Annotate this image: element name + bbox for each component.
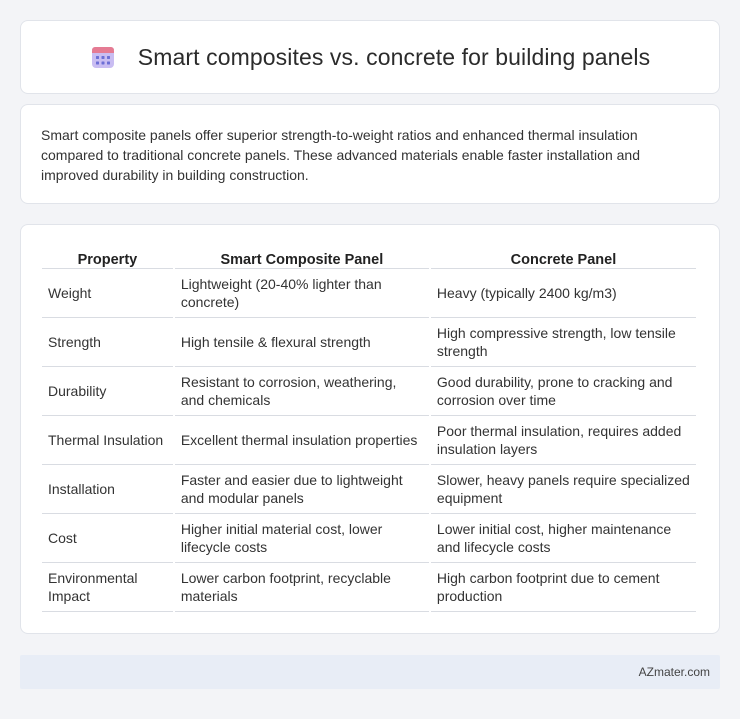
footer-bar <box>20 655 720 689</box>
composite-cell: Resistant to corrosion, weathering, and chemicals <box>175 367 429 416</box>
column-header: Smart Composite Panel <box>175 245 429 269</box>
property-cell: Thermal Insulation <box>42 416 173 465</box>
concrete-cell: Good durability, prone to cracking and corrosion over time <box>431 367 696 416</box>
footer-brand[interactable]: AZmater.com <box>638 665 710 679</box>
concrete-cell: High carbon footprint due to cement production <box>431 563 696 612</box>
concrete-cell: High compressive strength, low tensile strength <box>431 318 696 367</box>
composite-cell: Faster and easier due to lightweight and modular panels <box>175 465 429 514</box>
composite-cell: High tensile & flexural strength <box>175 318 429 367</box>
table-header-row <box>42 245 696 269</box>
title-card <box>20 20 720 94</box>
property-cell: Durability <box>42 367 173 416</box>
table-row <box>42 269 696 318</box>
composite-cell: Higher initial material cost, lower lifecycle costs <box>175 514 429 563</box>
comparison-table-card <box>20 224 720 634</box>
property-cell: Strength <box>42 318 173 367</box>
composite-cell: Excellent thermal insulation properties <box>175 416 429 465</box>
table-row <box>42 563 696 612</box>
comparison-table <box>40 245 698 612</box>
table-row <box>42 367 696 416</box>
property-cell: Environmental Impact <box>42 563 173 612</box>
composite-cell: Lower carbon footprint, recyclable materials <box>175 563 429 612</box>
page-title: Smart composites vs. concrete for building panels <box>137 43 651 70</box>
property-cell: Installation <box>42 465 173 514</box>
concrete-cell: Slower, heavy panels require specialized equipment <box>431 465 696 514</box>
column-header: Concrete Panel <box>431 245 696 269</box>
property-cell: Cost <box>42 514 173 563</box>
table-row <box>42 514 696 563</box>
table-row <box>42 465 696 514</box>
calendar-grid-icon <box>90 44 116 70</box>
concrete-cell: Heavy (typically 2400 kg/m3) <box>431 269 696 318</box>
table-row <box>42 416 696 465</box>
composite-cell: Lightweight (20-40% lighter than concrete) <box>175 269 429 318</box>
table-row <box>42 318 696 367</box>
property-cell: Weight <box>42 269 173 318</box>
column-header: Property <box>42 245 173 269</box>
concrete-cell: Lower initial cost, higher maintenance and lifecycle costs <box>431 514 696 563</box>
intro-card <box>20 104 720 204</box>
intro-text: Smart composite panels offer superior strength-to-weight ratios and enhanced thermal insulation compared to traditional concrete panels. These advanced materials enable faster installation and improved durability in building construction. <box>41 127 640 183</box>
concrete-cell: Poor thermal insulation, requires added insulation layers <box>431 416 696 465</box>
